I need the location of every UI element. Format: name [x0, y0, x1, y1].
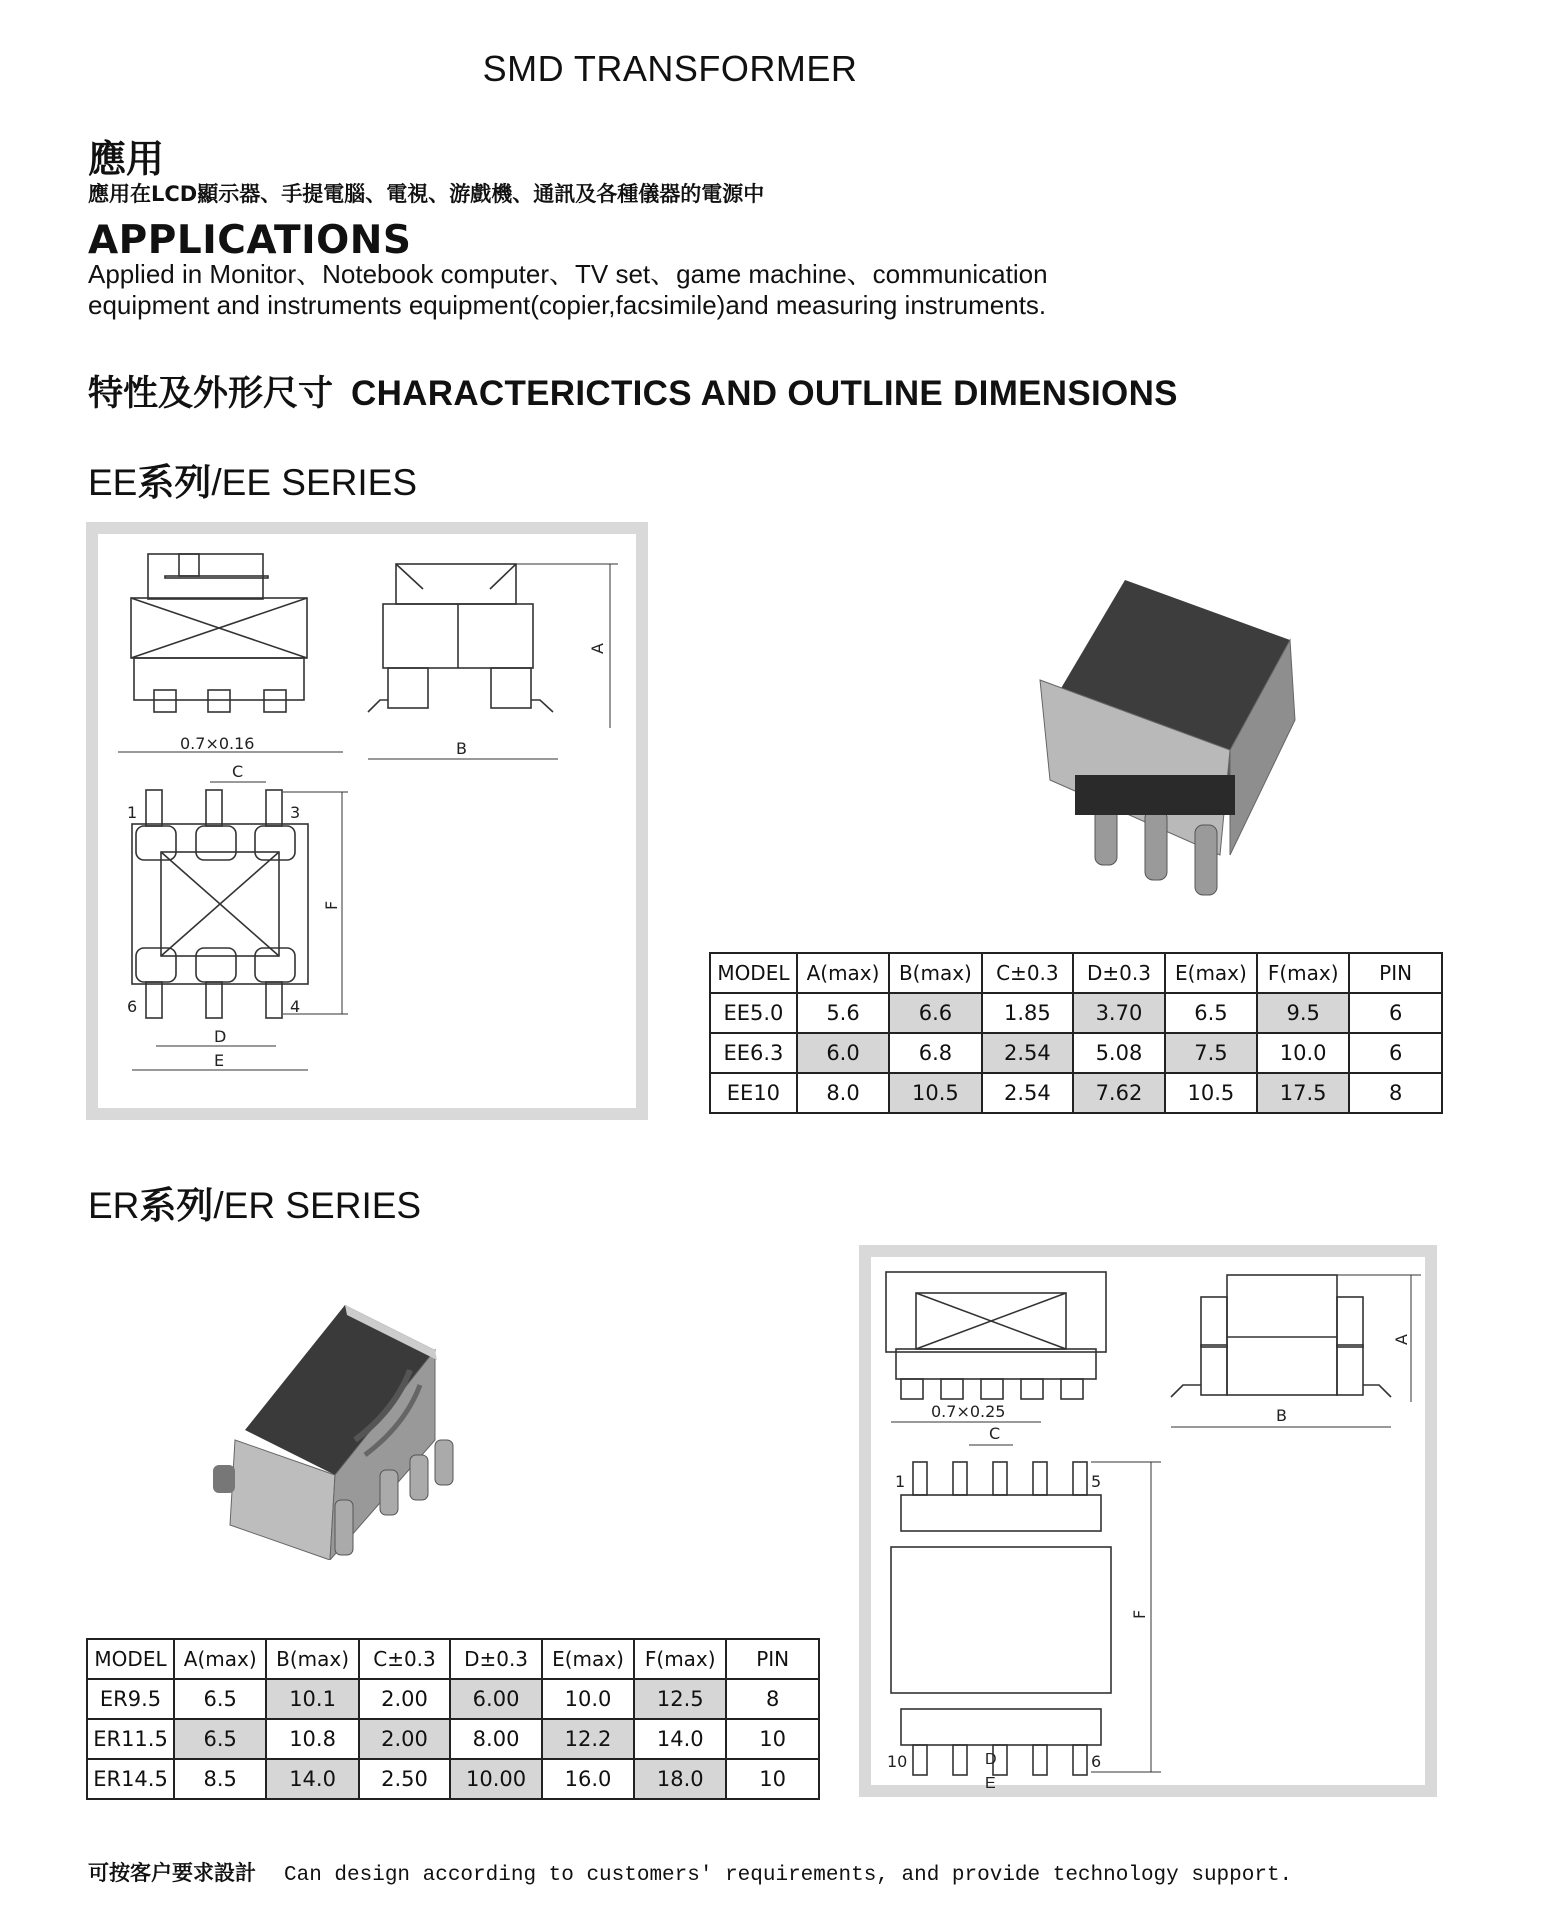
column-header: C±0.3 [982, 953, 1074, 993]
table-cell: 10 [726, 1719, 819, 1759]
table-cell: 18.0 [634, 1759, 726, 1799]
column-header: E(max) [542, 1639, 634, 1679]
er-pin6-label: 6 [1091, 1752, 1102, 1771]
ee-product-photo [1030, 570, 1320, 900]
table-row [87, 1719, 819, 1759]
er-pin1-label: 1 [895, 1472, 906, 1491]
er-c-label: C [989, 1424, 1001, 1443]
column-header: PIN [1349, 953, 1442, 993]
ee-series-heading [88, 452, 417, 506]
table-cell: 10.5 [1165, 1073, 1257, 1113]
ee-pin4-label: 4 [290, 997, 301, 1016]
column-header: MODEL [87, 1639, 174, 1679]
table-cell: 10 [726, 1759, 819, 1799]
er-outline-drawing [871, 1257, 1425, 1785]
table-row [710, 1073, 1442, 1113]
table-cell: 3.70 [1073, 993, 1165, 1033]
table-cell: 6.6 [889, 993, 981, 1033]
er-drawing-panel [859, 1245, 1437, 1797]
column-header: F(max) [1257, 953, 1349, 993]
table-row [710, 1033, 1442, 1073]
table-cell: 2.00 [359, 1679, 450, 1719]
ee-heading-cn: 系列 [137, 461, 212, 504]
table-cell: 6.5 [1165, 993, 1257, 1033]
table-row [87, 1679, 819, 1719]
er-pin-dim-label: 0.7×0.25 [931, 1402, 1006, 1421]
column-header: B(max) [889, 953, 981, 993]
table-cell: 10.8 [266, 1719, 358, 1759]
table-cell: 6.5 [174, 1719, 266, 1759]
page-title: SMD TRANSFORMER [482, 48, 858, 89]
er-a-label: A [1392, 1334, 1411, 1345]
er-pin5-label: 5 [1091, 1472, 1102, 1491]
table-cell: 2.54 [982, 1033, 1074, 1073]
table-cell: 14.0 [266, 1759, 358, 1799]
column-header: F(max) [634, 1639, 726, 1679]
table-cell: 10.1 [266, 1679, 358, 1719]
er-product-photo [205, 1290, 505, 1560]
ee-d-label: D [214, 1027, 227, 1046]
applications-line-1: Applied in Monitor、Notebook computer、TV set、game machine、communication [88, 259, 1048, 289]
er-pin10-label: 10 [887, 1752, 908, 1771]
footer-note [88, 1857, 1292, 1887]
applications-line-2: equipment and instruments equipment(copier,facsimile)and measuring instruments. [88, 290, 1047, 320]
table-row [710, 993, 1442, 1033]
characteristics-heading [88, 366, 1178, 416]
er-bottom-view [891, 1462, 1161, 1775]
column-header: MODEL [710, 953, 797, 993]
er-spec-table [86, 1638, 820, 1800]
table-cell: 2.00 [359, 1719, 450, 1759]
applications-text [88, 259, 1188, 321]
ee-spec-table [709, 952, 1443, 1114]
table-cell: 10.00 [450, 1759, 542, 1799]
er-heading-prefix: ER [88, 1185, 140, 1226]
table-cell: ER11.5 [87, 1719, 174, 1759]
ee-side-view [368, 564, 618, 759]
ee-heading-suffix: /EE SERIES [211, 462, 417, 503]
table-cell: ER9.5 [87, 1679, 174, 1719]
column-header: A(max) [797, 953, 889, 993]
table-cell: 16.0 [542, 1759, 634, 1799]
table-cell: 10.0 [542, 1679, 634, 1719]
er-series-heading [88, 1175, 421, 1229]
er-heading-suffix: /ER SERIES [213, 1185, 422, 1226]
er-d-label: D [985, 1751, 997, 1768]
table-cell: 12.5 [634, 1679, 726, 1719]
table-cell: 6.8 [889, 1033, 981, 1073]
er-e-label: E [985, 1775, 996, 1792]
column-header: B(max) [266, 1639, 358, 1679]
ee-pin-dim-label: 0.7×0.16 [180, 734, 255, 753]
table-cell: 2.54 [982, 1073, 1074, 1113]
table-cell: 2.50 [359, 1759, 450, 1799]
applications-cn-text: 應用在LCD顯示器、手提電腦、電視、游戲機、通訊及各種儀器的電源中 [88, 182, 765, 206]
characteristics-en: CHARACTERICTICS AND OUTLINE DIMENSIONS [351, 374, 1178, 413]
table-cell: 14.0 [634, 1719, 726, 1759]
footer-en: Can design according to customers' requirements, and provide technology support. [284, 1864, 1293, 1887]
applications-heading: APPLICATIONS [88, 218, 412, 263]
ee-f-label: F [322, 900, 341, 910]
er-heading-cn: 系列 [139, 1184, 214, 1227]
ee-outline-drawing [98, 534, 636, 1108]
table-cell: 5.6 [797, 993, 889, 1033]
table-cell: 12.2 [542, 1719, 634, 1759]
ee-table-header [710, 953, 1442, 993]
table-cell: 6 [1349, 993, 1442, 1033]
table-row [87, 1759, 819, 1799]
column-header: A(max) [174, 1639, 266, 1679]
table-cell: 10.0 [1257, 1033, 1349, 1073]
table-cell: 8.00 [450, 1719, 542, 1759]
er-side-view [1171, 1275, 1421, 1427]
table-cell: 7.5 [1165, 1033, 1257, 1073]
ee-heading-prefix: EE [88, 462, 138, 503]
ee-bottom-view [132, 790, 348, 1070]
column-header: E(max) [1165, 953, 1257, 993]
table-cell: 6.00 [450, 1679, 542, 1719]
ee-front-view [118, 554, 343, 752]
ee-pin3-label: 3 [290, 803, 301, 822]
ee-e-label: E [214, 1051, 225, 1070]
column-header: D±0.3 [1073, 953, 1165, 993]
ee-c-label: C [232, 762, 244, 781]
column-header: D±0.3 [450, 1639, 542, 1679]
er-front-view [886, 1272, 1106, 1422]
ee-a-label: A [588, 643, 607, 654]
er-table-header [87, 1639, 819, 1679]
table-cell: 1.85 [982, 993, 1074, 1033]
table-cell: ER14.5 [87, 1759, 174, 1799]
table-cell: 8 [1349, 1073, 1442, 1113]
applications-cn-heading: 應用 [88, 137, 165, 181]
column-header: PIN [726, 1639, 819, 1679]
er-f-label: F [1130, 1609, 1149, 1619]
table-cell: 8.5 [174, 1759, 266, 1799]
table-cell: 6.0 [797, 1033, 889, 1073]
ee-drawing-panel [86, 522, 648, 1120]
table-cell: EE5.0 [710, 993, 797, 1033]
table-cell: 6.5 [174, 1679, 266, 1719]
table-cell: 10.5 [889, 1073, 981, 1113]
ee-pin1-label: 1 [127, 803, 138, 822]
ee-b-label: B [456, 739, 467, 758]
characteristics-cn: 特性及外形尺寸 [88, 374, 334, 414]
table-cell: 17.5 [1257, 1073, 1349, 1113]
table-cell: 9.5 [1257, 993, 1349, 1033]
table-cell: EE10 [710, 1073, 797, 1113]
table-cell: EE6.3 [710, 1033, 797, 1073]
column-header: C±0.3 [359, 1639, 450, 1679]
er-b-label: B [1276, 1406, 1287, 1425]
footer-cn: 可按客户要求設計 [88, 1861, 256, 1885]
ee-pin6-label: 6 [127, 997, 138, 1016]
table-cell: 5.08 [1073, 1033, 1165, 1073]
table-cell: 6 [1349, 1033, 1442, 1073]
table-cell: 7.62 [1073, 1073, 1165, 1113]
table-cell: 8 [726, 1679, 819, 1719]
table-cell: 8.0 [797, 1073, 889, 1113]
